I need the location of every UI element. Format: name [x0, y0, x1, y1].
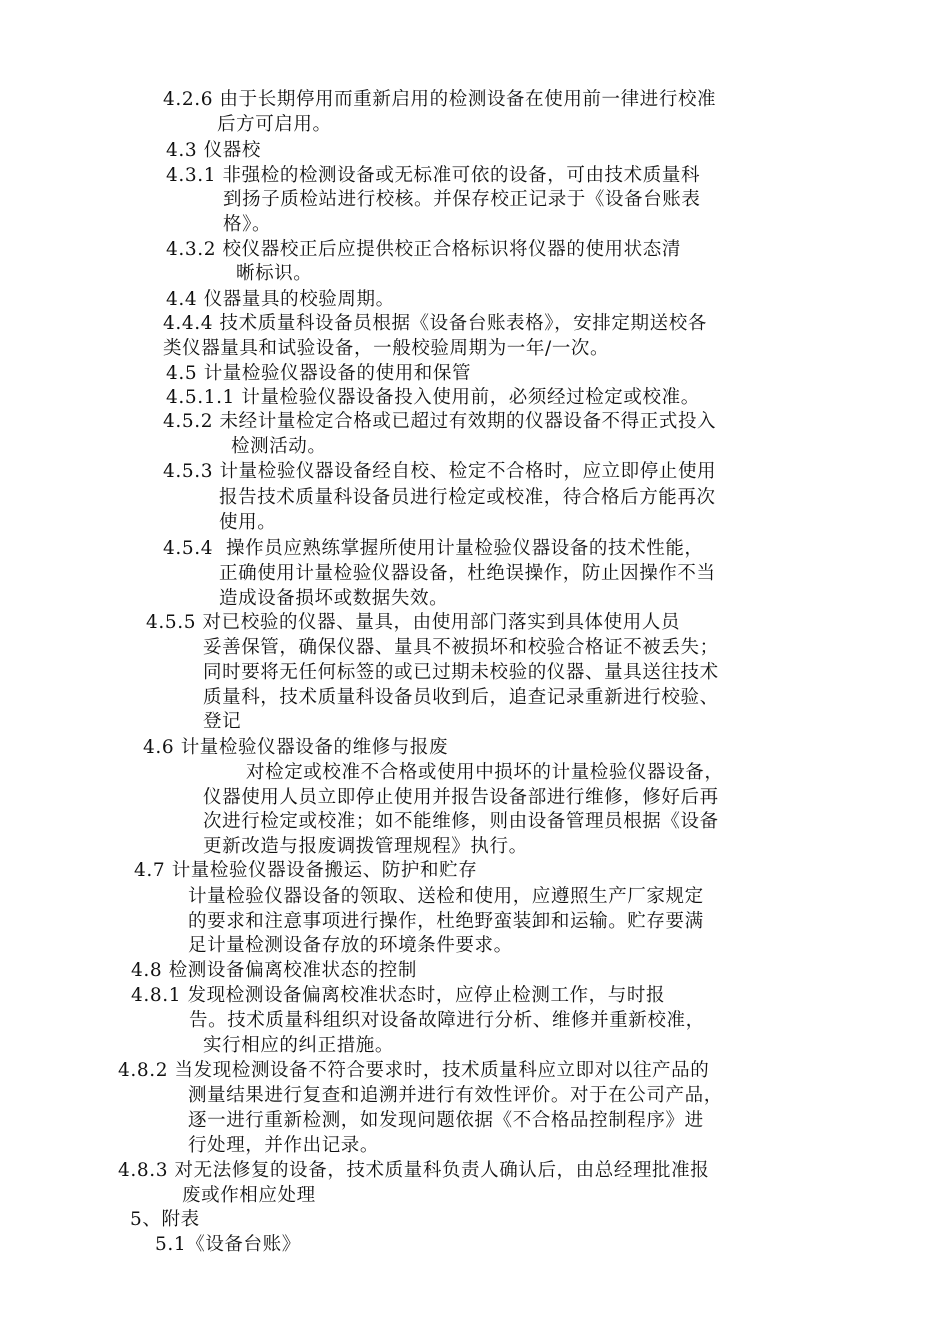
text-line: 正确使用计量检验仪器设备，杜绝误操作，防止因操作不当 — [219, 563, 716, 584]
text-line: 4.8.1 发现检测设备偏离校准状态时，应停止检测工作，与时报 — [131, 985, 666, 1006]
text-line: 4.5.1.1 计量检验仪器设备投入使用前，必须经过检定或校准。 — [166, 387, 700, 408]
text-line: 对检定或校准不合格或使用中损坏的计量检验仪器设备， — [246, 762, 724, 783]
text-line: 检测活动。 — [231, 436, 327, 457]
text-line: 次进行检定或校准；如不能维修，则由设备管理员根据《设备 — [203, 811, 719, 832]
text-line: 4.5.3 计量检验仪器设备经自校、检定不合格时，应立即停止使用 — [163, 461, 717, 482]
text-line: 4.8.3 对无法修复的设备，技术质量科负责人确认后，由总经理批准报 — [118, 1160, 710, 1181]
text-line: 足计量检测设备存放的环境条件要求。 — [188, 935, 513, 956]
text-line: 4.3.2 校仪器校正后应提供校正合格标识将仪器的使用状态清 — [166, 239, 681, 260]
text-line: 5.1《设备台账》 — [155, 1234, 301, 1255]
text-line: 登记 — [203, 711, 242, 732]
text-line: 格》。 — [223, 214, 272, 235]
text-line: 废或作相应处理 — [182, 1185, 316, 1206]
text-line: 4.5.2 未经计量检定合格或已超过有效期的仪器设备不得正式投入 — [163, 411, 717, 432]
text-line: 4.8 检测设备偏离校准状态的控制 — [131, 960, 418, 981]
text-line: 4.3 仪器校 — [166, 140, 262, 161]
text-line: 4.4.4 技术质量科设备员根据《设备台账表格》，安排定期送校各 — [163, 313, 707, 334]
text-line: 4.5 计量检验仪器设备的使用和保管 — [166, 363, 472, 384]
text-line: 妥善保管，确保仪器、量具不被损坏和校验合格证不被丢失； — [203, 637, 719, 658]
text-line: 实行相应的纠正措施。 — [203, 1035, 395, 1056]
text-line: 晰标识。 — [236, 263, 313, 284]
text-line: 4.7 计量检验仪器设备搬运、防护和贮存 — [134, 860, 478, 881]
text-line: 更新改造与报废调拨管理规程》执行。 — [203, 836, 528, 857]
text-line: 的要求和注意事项进行操作，杜绝野蛮装卸和运输。贮存要满 — [188, 911, 704, 932]
text-line: 到扬子质检站进行校核。并保存校正记录于《设备台账表 — [223, 189, 701, 210]
text-line: 4.2.6 由于长期停用而重新启用的检测设备在使用前一律进行校准 — [163, 89, 717, 110]
text-line: 4.5.5 对已校验的仪器、量具，由使用部门落实到具体使用人员 — [146, 612, 681, 633]
text-line: 4.6 计量检验仪器设备的维修与报废 — [143, 737, 449, 758]
text-line: 造成设备损坏或数据失效。 — [219, 588, 449, 609]
text-line: 计量检验仪器设备的领取、送检和使用，应遵照生产厂家规定 — [188, 886, 704, 907]
text-line: 逐一进行重新检测，如发现问题依据《不合格品控制程序》进 — [188, 1110, 704, 1131]
text-line: 报告技术质量科设备员进行检定或校准，待合格后方能再次 — [219, 487, 716, 508]
text-line: 质量科，技术质量科设备员收到后，追查记录重新进行校验、 — [203, 687, 719, 708]
text-line: 4.8.2 当发现检测设备不符合要求时，技术质量科应立即对以往产品的 — [118, 1060, 710, 1081]
text-line: 行处理，并作出记录。 — [188, 1135, 380, 1156]
text-line: 测量结果进行复查和追溯并进行有效性评价。对于在公司产品， — [188, 1085, 723, 1106]
text-line: 告。技术质量科组织对设备故障进行分析、维修并重新校准， — [189, 1010, 705, 1031]
text-line: 使用。 — [219, 512, 277, 533]
text-line: 后方可启用。 — [217, 114, 332, 135]
text-line: 4.4 仪器量具的校验周期。 — [166, 289, 395, 310]
text-line: 4.3.1 非强检的检测设备或无标准可依的设备，可由技术质量科 — [166, 165, 701, 186]
text-line: 5、附表 — [130, 1209, 200, 1230]
text-line: 类仪器量具和试验设备，一般校验周期为一年/一次。 — [163, 338, 610, 359]
text-line: 同时要将无任何标签的或已过期未校验的仪器、量具送往技术 — [203, 662, 719, 683]
text-line: 仪器使用人员立即停止使用并报告设备部进行维修，修好后再 — [203, 787, 719, 808]
text-line: 4.5.4 操作员应熟练掌握所使用计量检验仪器设备的技术性能， — [163, 538, 704, 559]
